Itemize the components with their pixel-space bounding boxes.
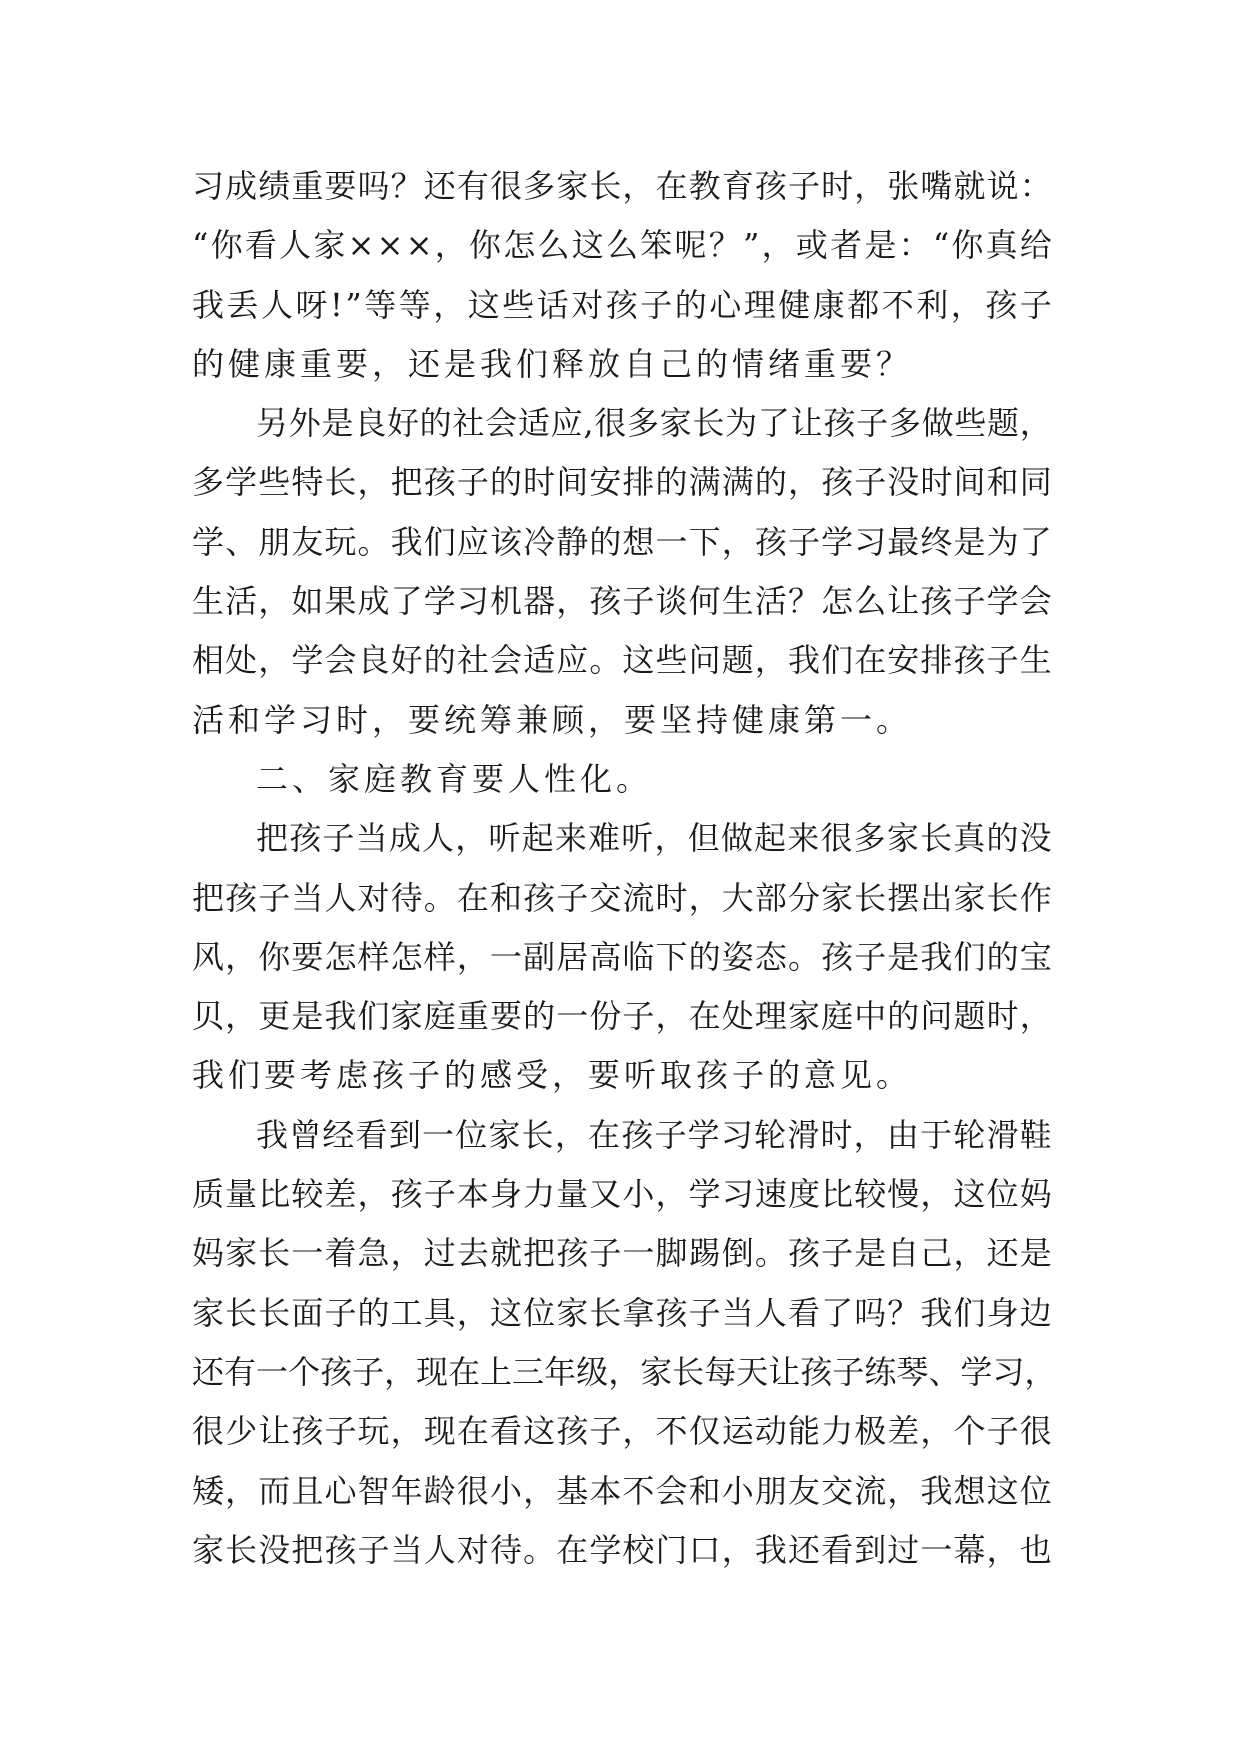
text-line: 相 处 ， 学 会 良 好 的 社 会 适 应 。 这 些 问 题 ， 我 们 在 安 排 孩 子 生 bbox=[192, 641, 1052, 680]
paragraph-first-line: 把 孩 子 当 成 人 ， 听 起 来 难 听 ， 但 做 起 来 很 多 家 长 真 的 没 bbox=[256, 819, 1052, 858]
text-line: 我 丢 人 呀 ! ” 等 等 ， 这 些 话 对 孩 子 的 心 理 健 康 都 不 利 ， 孩 子 bbox=[192, 285, 1052, 324]
text-line: 多 学 些 特 长 ， 把 孩 子 的 时 间 安 排 的 满 满 的 ， 孩 子 没 时 间 和 同 bbox=[192, 463, 1052, 502]
paragraph-first-line: 我 曾 经 看 到 一 位 家 长 ， 在 孩 子 学 习 轮 滑 时 ， 由 于 轮 滑 鞋 bbox=[256, 1115, 1052, 1154]
text-line: 我们要考虑孩子的感受，要听取孩子的意见。 bbox=[192, 1056, 913, 1095]
text-line: 风 ， 你 要 怎 样 怎 样 ， 一 副 居 高 临 下 的 姿 态 。 孩 子 是 我 们 的 宝 bbox=[192, 937, 1052, 976]
text-line: 学 、 朋 友 玩 。 我 们 应 该 冷 静 的 想 一 下 ， 孩 子 学 习 最 终 是 为 了 bbox=[192, 522, 1052, 561]
text-line: 把 孩 子 当 人 对 待 。 在 和 孩 子 交 流 时 ， 大 部 分 家 长 摆 出 家 长 作 bbox=[192, 878, 1052, 917]
text-line: 生 活 ， 如 果 成 了 学 习 机 器 ， 孩 子 谈 何 生 活 ？ 怎 么 让 孩 子 学 会 bbox=[192, 582, 1052, 621]
text-line: 家 长 长 面 子 的 工 具 ， 这 位 家 长 拿 孩 子 当 人 看 了 吗 ？ 我 们 身 边 bbox=[192, 1293, 1052, 1332]
body-text bbox=[192, 157, 1057, 1580]
text-line: 很 少 让 孩 子 玩 ， 现 在 看 这 孩 子 ， 不 仅 运 动 能 力 极 差 ， 个 子 很 bbox=[192, 1412, 1052, 1451]
text-line: 妈 家 长 一 着 急 ， 过 去 就 把 孩 子 一 脚 踢 倒 。 孩 子 是 自 己 ， 还 是 bbox=[192, 1234, 1052, 1273]
text-line: 质 量 比 较 差 ， 孩 子 本 身 力 量 又 小 ， 学 习 速 度 比 较 慢 ， 这 位 妈 bbox=[192, 1175, 1052, 1214]
text-line: 矮 ， 而 且 心 智 年 龄 很 小 ， 基 本 不 会 和 小 朋 友 交 流 ， 我 想 这 位 bbox=[192, 1471, 1052, 1510]
paragraph-first-line: 另 外 是 良 好 的 社 会 适 应 , 很 多 家 长 为 了 让 孩 子 多 做 些 题 ， bbox=[256, 404, 1052, 443]
text-line: “ 你 看 人 家 × × × ， 你 怎 么 这 么 笨 呢 ？ ” ， 或 者 是 ： “ 你 真 给 bbox=[192, 226, 1052, 265]
text-line: 的健康重要，还是我们释放自己的情绪重要？ bbox=[192, 344, 913, 383]
text-line: 贝 ， 更 是 我 们 家 庭 重 要 的 一 份 子 ， 在 处 理 家 庭 中 的 问 题 时 ， bbox=[192, 997, 1052, 1036]
text-line: 习 成 绩 重 要 吗 ？ 还 有 很 多 家 长 ， 在 教 育 孩 子 时 ， 张 嘴 就 说 ： bbox=[192, 167, 1052, 205]
text-line: 还 有 一 个 孩 子 ， 现 在 上 三 年 级 ， 家 长 每 天 让 孩 子 练 琴 、 学 习 ， bbox=[192, 1352, 1057, 1391]
section-heading: 二、家庭教育要人性化。 bbox=[256, 759, 653, 798]
text-line: 活和学习时，要统筹兼顾，要坚持健康第一。 bbox=[192, 700, 913, 739]
text-line: 家 长 没 把 孩 子 当 人 对 待 。 在 学 校 门 口 ， 我 还 看 到 过 一 幕 ， 也 bbox=[192, 1530, 1052, 1569]
